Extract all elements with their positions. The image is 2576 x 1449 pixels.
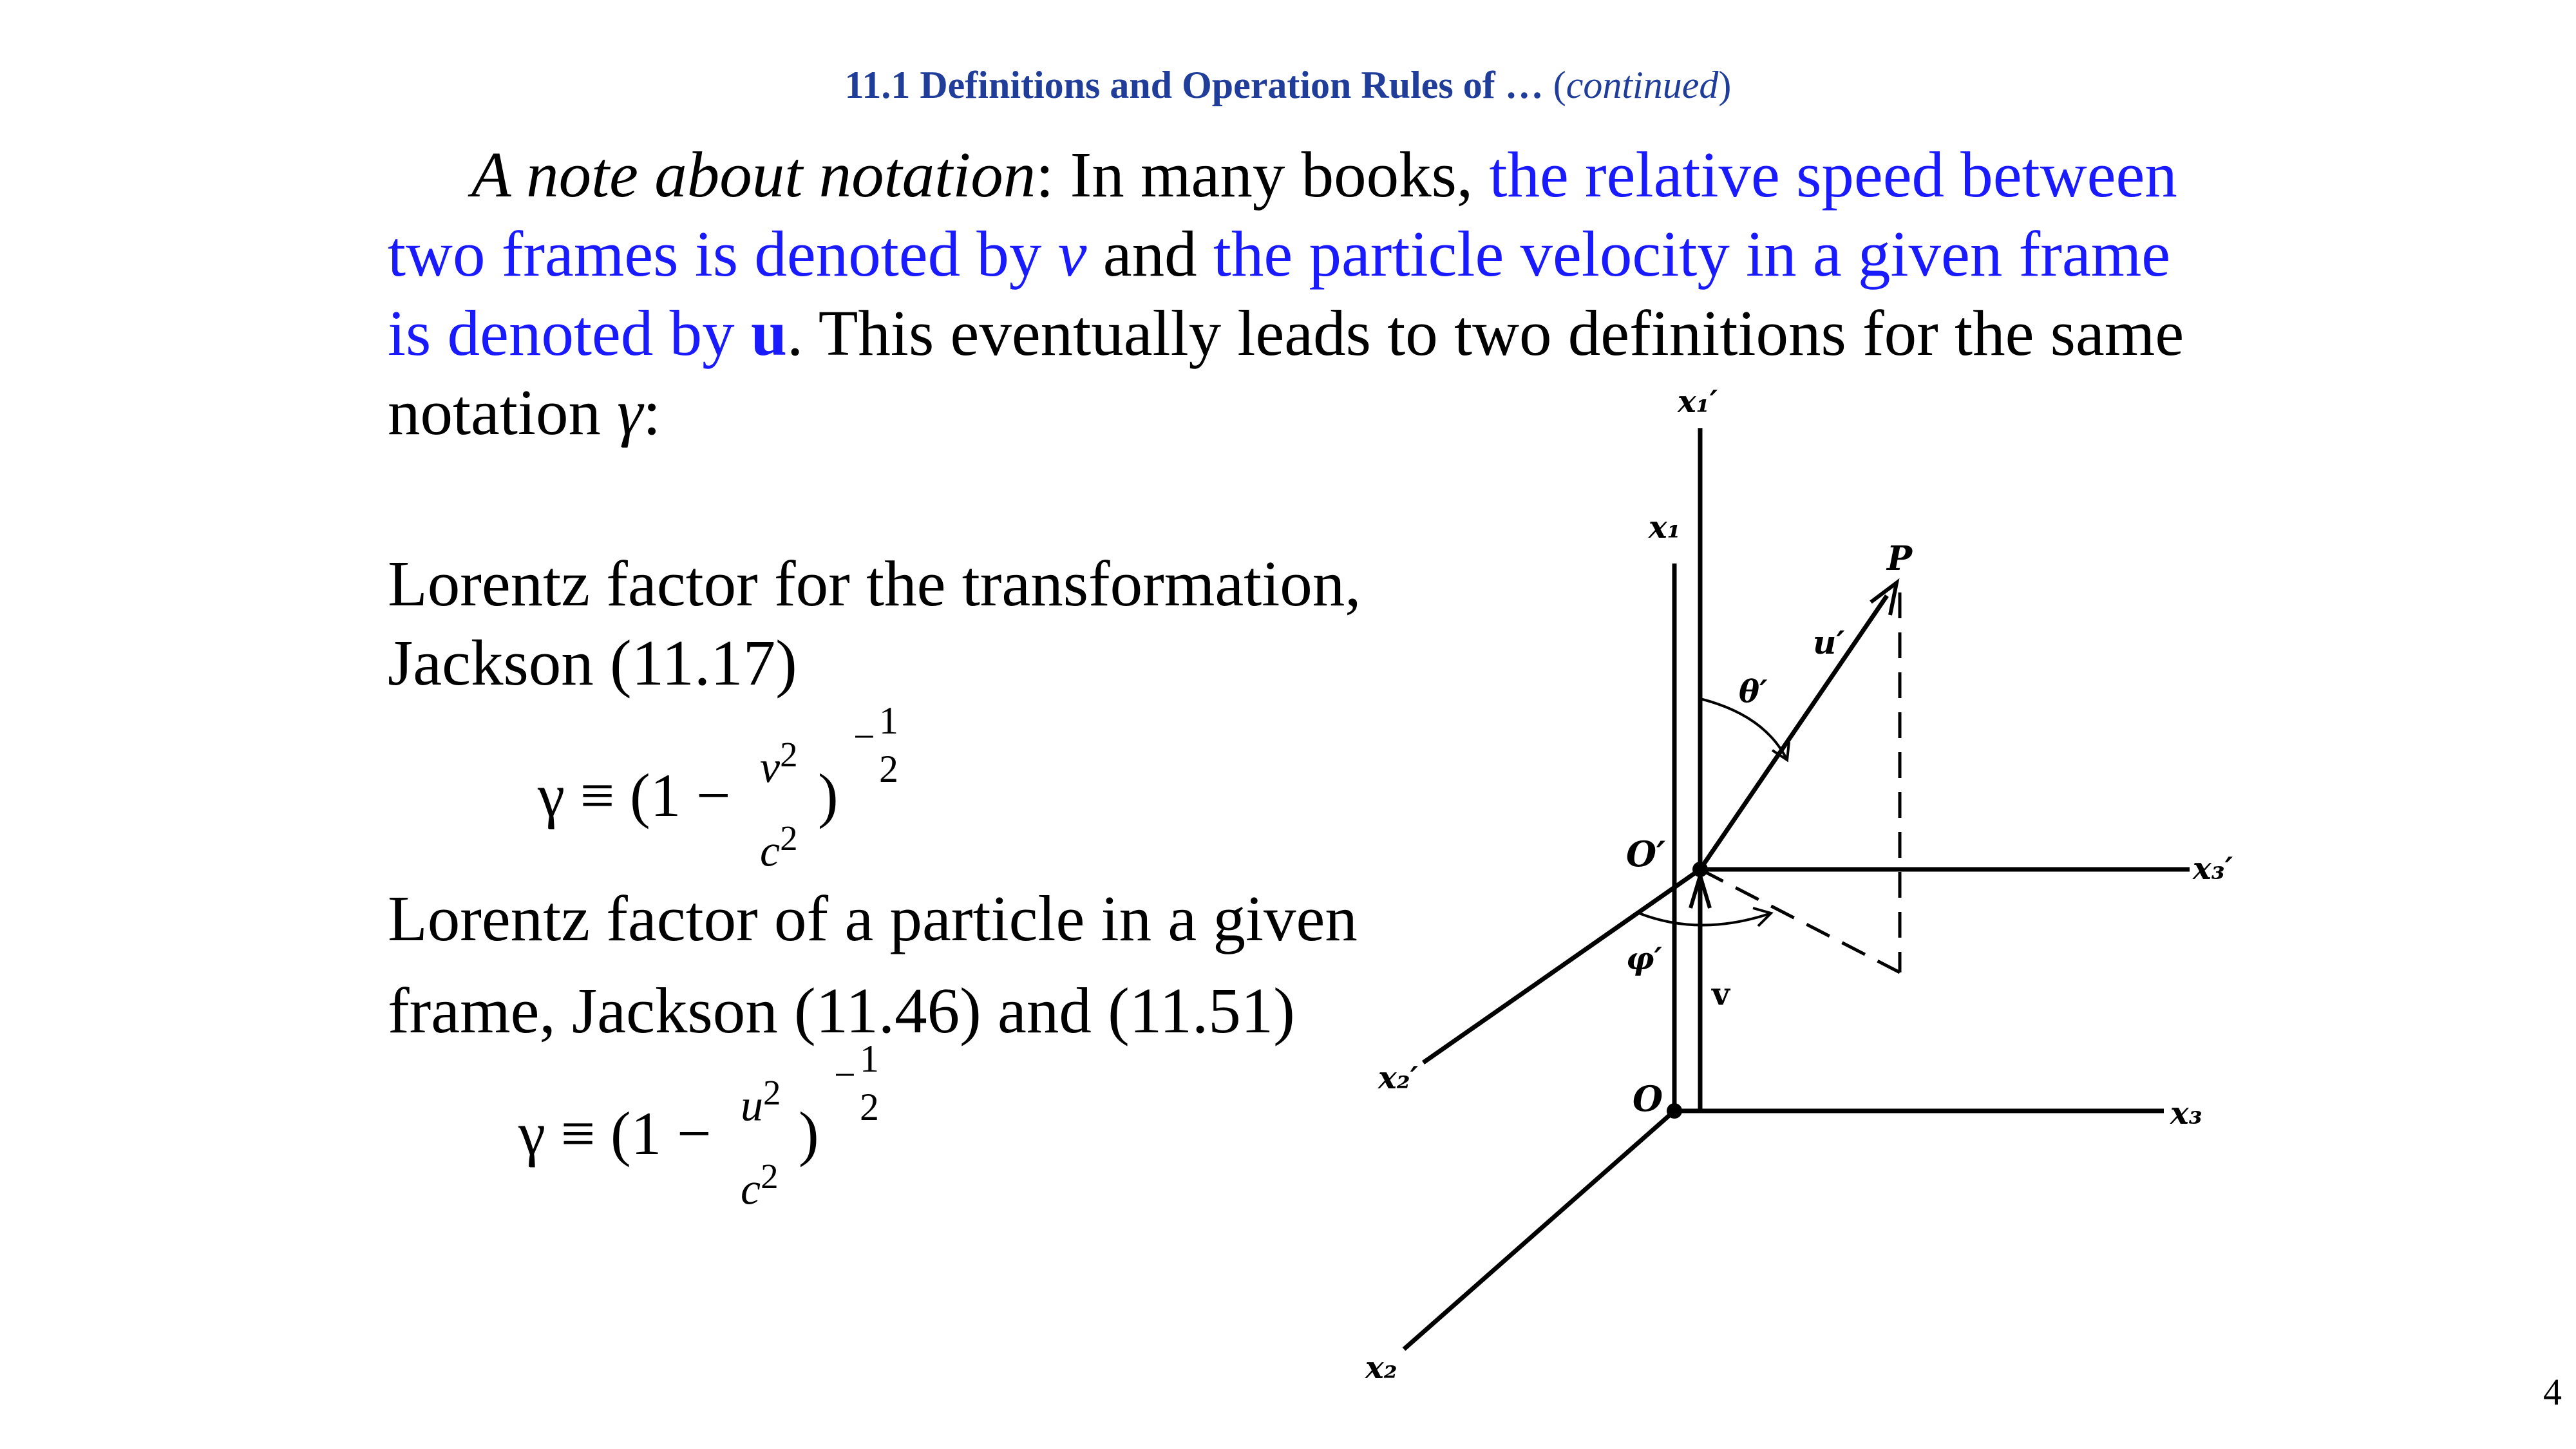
label-x2-prime: x₂′ xyxy=(1378,1060,1419,1096)
factor1-num: v xyxy=(760,743,781,793)
phi-prime-arc xyxy=(1639,913,1771,925)
label-O-prime: O′ xyxy=(1626,833,1666,875)
title-open-paren: ( xyxy=(1543,64,1566,106)
note-text-3: . This eventually leads to two definitions for the same notation xyxy=(388,297,2184,448)
factor1-exp-den: 2 xyxy=(879,748,898,790)
label-theta-prime: θ′ xyxy=(1739,674,1768,710)
factor2-exp-num: 1 xyxy=(860,1037,879,1080)
note-u-symbol: u xyxy=(750,297,788,369)
factor1-eq-lhs: γ ≡ (1 − xyxy=(538,761,731,829)
note-v-symbol: v xyxy=(1057,218,1087,290)
label-O: O xyxy=(1633,1078,1663,1119)
title-close-paren: ) xyxy=(1718,64,1732,106)
note-text-2: and xyxy=(1086,218,1213,290)
x2-axis xyxy=(1404,1111,1674,1349)
factor1-den: c xyxy=(760,826,781,876)
factor1-den-sq: 2 xyxy=(780,819,798,858)
note-blue-1: the relative speed between two frames is denoted by xyxy=(388,138,2177,290)
factor1-exp-minus: − xyxy=(853,715,875,758)
factor1-line1: Lorentz factor for the transformation, xyxy=(388,547,1361,620)
p-projection-dashed xyxy=(1700,869,1900,972)
label-x2: x₂ xyxy=(1365,1350,1397,1386)
title-continued: continued xyxy=(1566,64,1719,106)
factor2-eq-lhs: γ ≡ (1 − xyxy=(518,1099,712,1168)
label-phi-prime: φ′ xyxy=(1626,941,1663,977)
note-gamma: γ xyxy=(617,376,643,448)
page-number: 4 xyxy=(2543,1371,2562,1413)
origin-o-dot xyxy=(1667,1103,1682,1119)
factor1-exp-num: 1 xyxy=(879,699,898,742)
factor1-num-sq: 2 xyxy=(780,735,798,774)
factor2-num-sq: 2 xyxy=(763,1073,781,1112)
factor1-rparen: ) xyxy=(818,761,838,829)
factor2-line1: Lorentz factor of a particle in a given xyxy=(388,882,1358,954)
factor2-num: u xyxy=(741,1081,763,1131)
factor2-line2: frame, Jackson (11.46) and (11.51) xyxy=(388,974,1295,1046)
note-lead: A note about notation xyxy=(471,138,1036,211)
u-prime-vector xyxy=(1700,596,1887,869)
factor2-den-sq: 2 xyxy=(761,1157,779,1196)
origin-o-prime-dot xyxy=(1692,862,1708,877)
factor1-line2: Jackson (11.17) xyxy=(388,627,797,699)
title-main: 11.1 Definitions and Operation Rules of … xyxy=(844,64,1544,106)
note-text-4: : xyxy=(643,376,661,448)
label-u-prime: u′ xyxy=(1813,623,1845,661)
label-x1: x₁ xyxy=(1649,509,1681,545)
note-blue-2: the particle velocity in a given frame is denoted by xyxy=(388,218,2171,369)
label-x3-prime: x₃′ xyxy=(2193,851,2233,887)
factor2-exp-minus: − xyxy=(834,1054,856,1096)
note-text-1: : In many books, xyxy=(1036,138,1490,211)
label-P: P xyxy=(1887,539,1913,578)
factor2-rparen: ) xyxy=(799,1099,819,1168)
label-x1-prime: x₁′ xyxy=(1678,384,1718,420)
label-x3: x₃ xyxy=(2170,1095,2202,1132)
factor2-exp-den: 2 xyxy=(860,1086,879,1128)
factor2-den: c xyxy=(741,1164,761,1215)
label-v: v xyxy=(1712,976,1730,1012)
